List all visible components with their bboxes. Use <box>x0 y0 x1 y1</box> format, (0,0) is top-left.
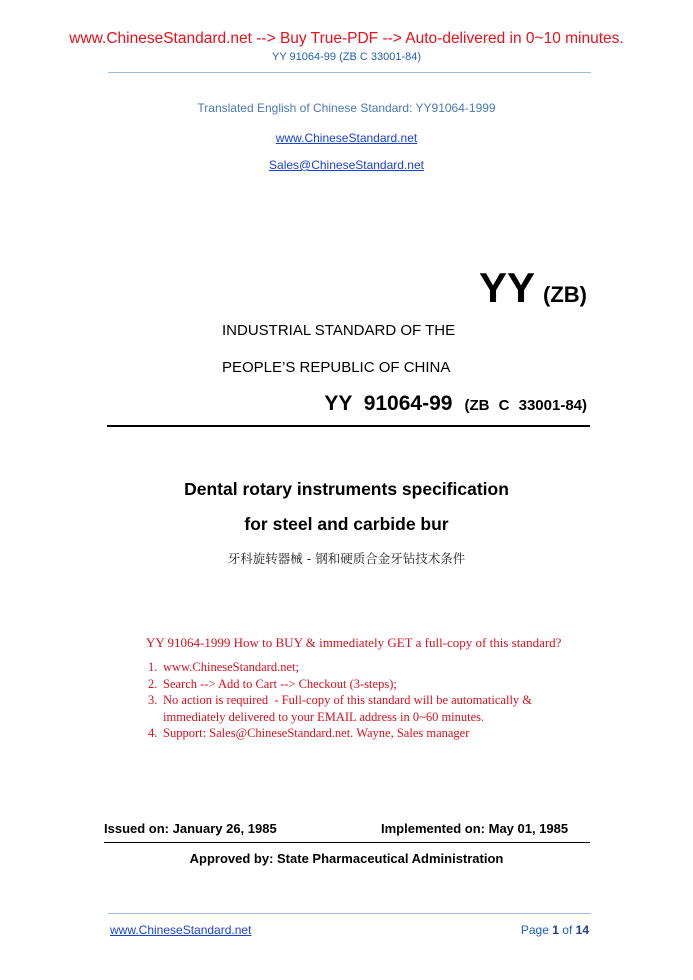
step-number: 1. <box>148 660 158 674</box>
website-line <box>0 129 693 147</box>
purchase-heading: YY 91064-1999 How to BUY & immediately GET a full-copy of this standard? <box>146 635 562 650</box>
step-text: No action is required - Full-copy of this standard will be automatically & <box>163 693 533 707</box>
step-number: 3. <box>148 693 158 707</box>
purchase-steps <box>146 659 532 742</box>
standard-prefix-zb: (ZB) <box>543 282 587 307</box>
standard-code-alt: (ZB C 33001-84) <box>464 397 587 414</box>
document-title-chinese: 牙科旋转器械 - 钢和硬质合金牙钻技术条件 <box>227 551 466 566</box>
page-indicator <box>521 923 589 937</box>
email-link[interactable]: Sales@ChineseStandard.net <box>269 158 424 172</box>
step-text[interactable]: www.ChineseStandard.net; <box>163 660 299 674</box>
step-number: 2. <box>148 676 158 691</box>
translation-note: Translated English of Chinese Standard: YY91064-1999 <box>197 101 496 115</box>
purchase-step <box>146 676 532 693</box>
standard-code <box>324 392 587 416</box>
implemented-date: Implemented on: May 01, 1985 <box>381 821 569 836</box>
standard-code-main: YY 91064-99 <box>324 392 453 415</box>
purchase-step <box>146 725 532 742</box>
promo-banner[interactable]: www.ChineseStandard.net --> Buy True-PDF --> Auto-delivered in 0~10 minutes. <box>69 30 624 47</box>
email-line <box>0 156 693 174</box>
step-text-continued: immediately delivered to your EMAIL address in 0~60 minutes. <box>163 709 485 724</box>
page-total: 14 <box>575 923 589 937</box>
purchase-step <box>146 659 532 676</box>
standard-type-line1: INDUSTRIAL STANDARD OF THE <box>222 322 456 339</box>
dates-divider <box>104 842 590 843</box>
step-number: 4. <box>148 726 158 740</box>
page-of: of <box>562 923 573 937</box>
footer-website-link[interactable]: www.ChineseStandard.net <box>110 923 252 937</box>
page-label: Page <box>520 923 549 937</box>
document-title-line2: for steel and carbide bur <box>244 514 449 534</box>
document-title-line1: Dental rotary instruments specification <box>184 479 509 499</box>
step-text: Search --> Add to Cart --> Checkout (3-steps); <box>163 676 397 691</box>
standard-prefix <box>479 263 587 320</box>
step-text: Support: Sales@ChineseStandard.net. Wayne, Sales manager <box>163 726 470 740</box>
standard-prefix-yy: YY <box>478 264 536 311</box>
purchase-step <box>146 692 532 725</box>
website-link[interactable]: www.ChineseStandard.net <box>275 131 418 145</box>
header-standard-code: YY 91064-99 (ZB C 33001-84) <box>272 51 421 63</box>
approved-by: Approved by: State Pharmaceutical Administration <box>189 851 504 866</box>
page-current: 1 <box>552 923 559 937</box>
header-divider <box>108 72 591 73</box>
issued-date: Issued on: January 26, 1985 <box>104 821 277 836</box>
standard-type-line2: PEOPLE’S REPUBLIC OF CHINA <box>222 359 451 376</box>
footer-divider <box>108 913 591 914</box>
title-divider <box>107 425 590 427</box>
